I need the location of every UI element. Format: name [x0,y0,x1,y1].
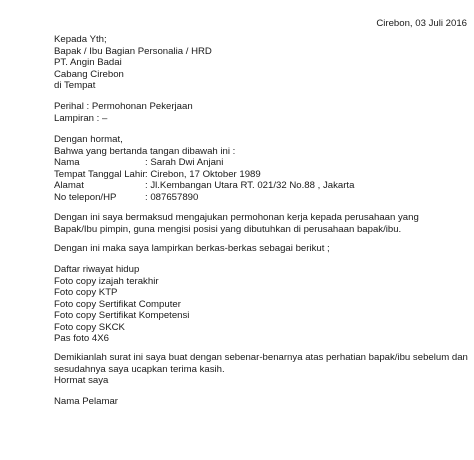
identity-label: Tempat Tanggal Lahir [54,168,146,180]
recipient-line-5: di Tempat [54,80,96,91]
closing-line-1: Demikianlah surat ini saya buat dengan sebenar-benarnya atas perhatian bapak/ibu sebelum dan [54,352,468,363]
identity-row-name [54,157,454,169]
attachment-item: Daftar riwayat hidup [54,264,140,275]
recipient-line-3: PT. Angin Badai [54,57,122,68]
closing-line-2: sesudahnya saya ucapkan terima kasih. [54,363,225,375]
identity-label: Nama [54,157,80,168]
subject-line: Perihal : Permohonan Pekerjaan [54,101,193,112]
recipient-line-1: Kepada Yth; [54,34,107,45]
attachment-item: Foto copy SKCK [54,321,125,333]
body-paragraph-line-2: Bapak/Ibu pimpin, guna mengisi posisi yang dibutuhkan di perusahaan bapak/ibu. [54,223,402,235]
signature-name: Nama Pelamar [54,396,118,407]
attachment-item: Foto copy izajah terakhir [54,275,159,287]
attachment-item: Pas foto 4X6 [54,333,109,344]
identity-value: : Cirebon, 17 Oktober 1989 [145,168,261,180]
identity-label: No telepon/HP [54,191,117,203]
attachment-item: Foto copy Sertifikat Kompetensi [54,310,190,321]
attachment-item: Foto copy Sertifikat Computer [54,298,181,310]
identity-row-birth [54,169,454,181]
place-date: Cirebon, 03 Juli 2016 [376,18,467,29]
body-paragraph-line-1: Dengan ini saya bermaksud mengajukan permohonan kerja kepada perusahaan yang [54,212,419,223]
identity-value: : Jl.Kembangan Utara RT. 021/32 No.88 , Jakarta [145,180,355,191]
identity-value: : 087657890 [145,191,199,203]
greeting: Dengan hormat, [54,134,123,145]
recipient-line-4: Cabang Cirebon [54,68,124,80]
attachment-line: Lampiran : – [54,112,108,124]
recipient-line-2: Bapak / Ibu Bagian Personalia / HRD [54,45,212,57]
identity-value: : Sarah Dwi Anjani [145,157,224,168]
attachment-item: Foto copy KTP [54,287,118,298]
regards: Hormat saya [54,375,109,386]
attachments-intro: Dengan ini maka saya lampirkan berkas-berkas sebagai berikut ; [54,243,330,254]
intro-line: Bahwa yang bertanda tangan dibawah ini : [54,145,236,157]
identity-row-phone [54,192,454,204]
identity-label: Alamat [54,180,84,191]
identity-row-address [54,180,454,192]
